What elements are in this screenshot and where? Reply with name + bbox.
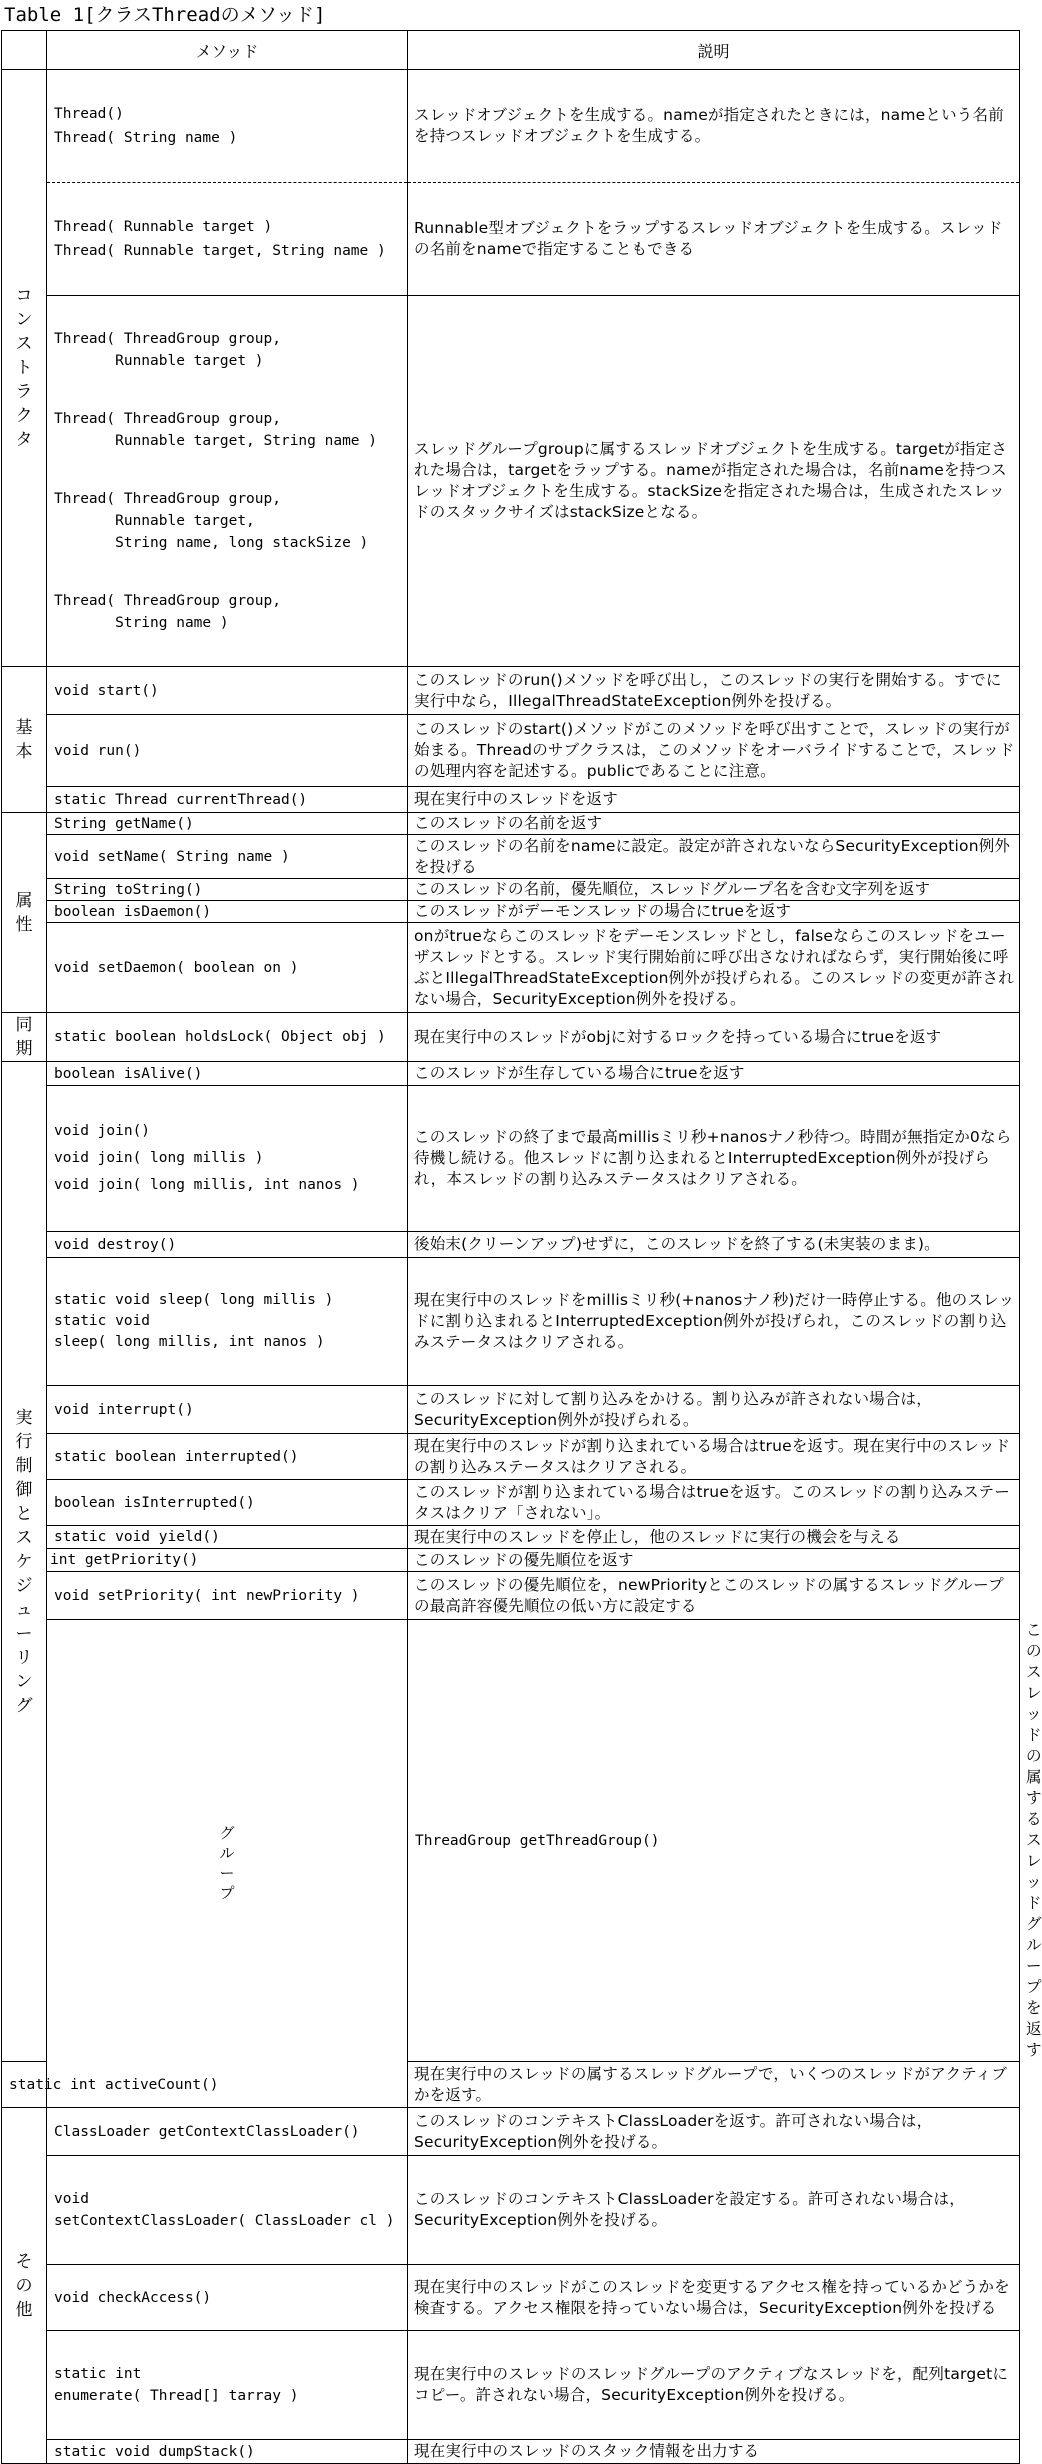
method-cell: void run(): [47, 715, 408, 787]
table-row: [2, 2440, 1020, 2464]
description-cell: このスレッドの優先順位を返す: [408, 1549, 1020, 1572]
table-row: [2, 2265, 1020, 2331]
table-row: [2, 1232, 1020, 1258]
description-cell: 現在実行中のスレッドがobjに対するロックを持っている場合にtrueを返す: [408, 1013, 1020, 1062]
table-row: [2, 1572, 1020, 1620]
description-cell: 現在実行中のスレッドのスタック情報を出力する: [408, 2440, 1020, 2464]
description-cell: 後始末(クリーンアップ)せずに，このスレッドを終了する(未実装のまま)。: [408, 1232, 1020, 1258]
description-cell: このスレッドの名前をnameに設定。設定が許されないならSecurityException例外を投げる: [408, 835, 1020, 879]
method-cell: boolean isAlive(): [47, 1062, 408, 1086]
description-cell: 現在実行中のスレッドを停止し，他のスレッドに実行の機会を与える: [408, 1526, 1020, 1549]
method-cell: boolean isDaemon(): [47, 901, 408, 923]
description-cell: このスレッドのrun()メソッドを呼び出し，このスレッドの実行を開始する。すでに実行中なら，IllegalThreadStateException例外を投げる。: [408, 667, 1020, 715]
method-cell: String toString(): [47, 879, 408, 901]
method-cell: int getPriority(): [47, 1549, 408, 1572]
method-cell: String getName(): [47, 813, 408, 835]
table-row: [2, 1086, 1020, 1232]
category-attribute: 属性: [2, 813, 47, 1013]
category-other: その他: [2, 2108, 47, 2464]
table-row: [2, 2156, 1020, 2265]
description-cell: このスレッドの終了まで最高millisミリ秒+nanosナノ秒待つ。時間が無指定か0なら待機し続ける。他スレッドに割り込まれるとInterruptedException例外が投げられ，本スレッドの割り込みステータスはクリアされる。: [408, 1086, 1020, 1232]
description-cell: このスレッドがデーモンスレッドの場合にtrueを返す: [408, 901, 1020, 923]
method-cell: Thread( ThreadGroup group, Runnable target ) Thread( ThreadGroup group, Runnable target, String name ) Thread( ThreadGroup group, Runnable target, String name, long stackSize ) Thread( ThreadGroup group, String name ): [47, 296, 408, 667]
table-row: [2, 1434, 1020, 1480]
table-row: [2, 1526, 1020, 1549]
description-cell: このスレッドが生存している場合にtrueを返す: [408, 1062, 1020, 1086]
description-cell: このスレッドの優先順位を，newPriorityとこのスレッドの属するスレッドグループの最高許容優先順位の低い方に設定する: [408, 1572, 1020, 1620]
method-cell: Thread() Thread( String name ): [47, 70, 408, 183]
method-cell: void setPriority( int newPriority ): [47, 1572, 408, 1620]
header-method: メソッド: [47, 31, 408, 70]
table-row: [2, 70, 1020, 183]
table-row: [2, 1062, 1020, 1086]
table-row: [2, 787, 1020, 813]
description-cell: このスレッドに対して割り込みをかける。割り込みが許されない場合は，SecurityException例外が投げられる。: [408, 1386, 1020, 1434]
table-row: [2, 2331, 1020, 2440]
header-blank: [2, 31, 47, 70]
table-row: [2, 835, 1020, 879]
table-row: [2, 296, 1020, 667]
table-row: [2, 813, 1020, 835]
table-row: [2, 1549, 1020, 1572]
description-cell: スレッドグループgroupに属するスレッドオブジェクトを生成する。targetが指定された場合は，targetをラップする。nameが指定された場合は，名前nameを持つスレッドオブジェクトを生成する。stackSizeを指定された場合は，生成されたスレッドのスタックサイズはstackSizeとなる。: [408, 296, 1020, 667]
table-row: グループ ThreadGroup getThreadGroup() このスレッドの属するスレッドグループを返す: [2, 1620, 1020, 2062]
description-cell: onがtrueならこのスレッドをデーモンスレッドとし，falseならこのスレッドをユーザスレッドとする。スレッド実行開始前に呼び出さなければならず，実行開始後に呼ぶとIllegalThreadStateException例外が投げられる。このスレッドの変更が許されない場合，SecurityException例外を投げる。: [408, 923, 1020, 1013]
description-cell: 現在実行中のスレッドがこのスレッドを変更するアクセス権を持っているかどうかを検査する。アクセス権限を持っていない場合は，SecurityException例外を投げる: [408, 2265, 1020, 2331]
category-basic: 基本: [2, 667, 47, 813]
description-cell: Runnable型オブジェクトをラップするスレッドオブジェクトを生成する。スレッドの名前をnameで指定することもできる: [408, 183, 1020, 296]
method-cell: void setDaemon( boolean on ): [47, 923, 408, 1013]
method-cell: static void dumpStack(): [47, 2440, 408, 2464]
category-sync: 同期: [2, 1013, 47, 1062]
table-row: [2, 2108, 1020, 2156]
header-description: 説明: [408, 31, 1020, 70]
method-cell: void start(): [47, 667, 408, 715]
table-header-row: [2, 31, 1020, 70]
method-cell: void interrupt(): [47, 1386, 408, 1434]
description-cell: このスレッドのstart()メソッドがこのメソッドを呼び出すことで，スレッドの実行が始まる。Threadのサブクラスは，このメソッドをオーバライドすることで，スレッドの処理内容を記述する。publicであることに注意。: [408, 715, 1020, 787]
method-cell: static boolean interrupted(): [47, 1434, 408, 1480]
method-cell: static Thread currentThread(): [47, 787, 408, 813]
description-cell: このスレッドのコンテキストClassLoaderを設定する。許可されない場合は，SecurityException例外を投げる。: [408, 2156, 1020, 2265]
description-cell: 現在実行中のスレッドの属するスレッドグループで，いくつのスレッドがアクティブかを返す。: [408, 2062, 1020, 2108]
table-row: [2, 667, 1020, 715]
table-row: [2, 901, 1020, 923]
table-row: [2, 1480, 1020, 1526]
method-cell: static int activeCount(): [2, 2062, 47, 2108]
method-cell: ClassLoader getContextClassLoader(): [47, 2108, 408, 2156]
method-cell: void setContextClassLoader( ClassLoader cl ): [47, 2156, 408, 2265]
description-cell: 現在実行中のスレッドが割り込まれている場合はtrueを返す。現在実行中のスレッドの割り込みステータスはクリアされる。: [408, 1434, 1020, 1480]
description-cell: 現在実行中のスレッドをmillisミリ秒(+nanosナノ秒)だけ一時停止する。他のスレッドに割り込まれるとInterruptedException例外が投げられ，このスレッドの割り込みステータスはクリアされる。: [408, 1258, 1020, 1386]
table-caption: Table 1[クラスThreadのメソッド]: [4, 4, 326, 26]
description-cell: このスレッドの名前，優先順位，スレッドグループ名を含む文字列を返す: [408, 879, 1020, 901]
method-cell: Thread( Runnable target ) Thread( Runnable target, String name ): [47, 183, 408, 296]
method-cell: static void sleep( long millis ) static void sleep( long millis, int nanos ): [47, 1258, 408, 1386]
table-row: [2, 715, 1020, 787]
method-cell: boolean isInterrupted(): [47, 1480, 408, 1526]
table-row: [2, 879, 1020, 901]
method-cell: void setName( String name ): [47, 835, 408, 879]
method-cell: static int enumerate( Thread[] tarray ): [47, 2331, 408, 2440]
category-execution-scheduling: 実行制御とスケジューリング: [2, 1062, 47, 2062]
description-cell: このスレッドのコンテキストClassLoaderを返す。許可されない場合は，SecurityException例外を投げる。: [408, 2108, 1020, 2156]
method-cell: static void yield(): [47, 1526, 408, 1549]
table-row: [2, 1258, 1020, 1386]
method-cell: void checkAccess(): [47, 2265, 408, 2331]
method-cell: static boolean holdsLock( Object obj ): [47, 1013, 408, 1062]
method-cell: ThreadGroup getThreadGroup(): [408, 1620, 1020, 2062]
description-cell: このスレッドの名前を返す: [408, 813, 1020, 835]
table-row: [2, 1386, 1020, 1434]
description-cell: スレッドオブジェクトを生成する。nameが指定されたときには，nameという名前を持つスレッドオブジェクトを生成する。: [408, 70, 1020, 183]
category-group: グループ: [47, 1620, 408, 2108]
method-cell: void destroy(): [47, 1232, 408, 1258]
description-cell: このスレッドが割り込まれている場合はtrueを返す。このスレッドの割り込みステータスはクリア「されない」。: [408, 1480, 1020, 1526]
table-row: [2, 923, 1020, 1013]
description-cell: 現在実行中のスレッドのスレッドグループのアクティブなスレッドを，配列targetにコピー。許されない場合，SecurityException例外を投げる。: [408, 2331, 1020, 2440]
table-row: [2, 183, 1020, 296]
table-row: [2, 1013, 1020, 1062]
methods-table: [1, 30, 1042, 2460]
category-constructor: コンストラクタ: [2, 70, 47, 667]
method-cell: void join() void join( long millis ) void join( long millis, int nanos ): [47, 1086, 408, 1232]
description-cell: 現在実行中のスレッドを返す: [408, 787, 1020, 813]
